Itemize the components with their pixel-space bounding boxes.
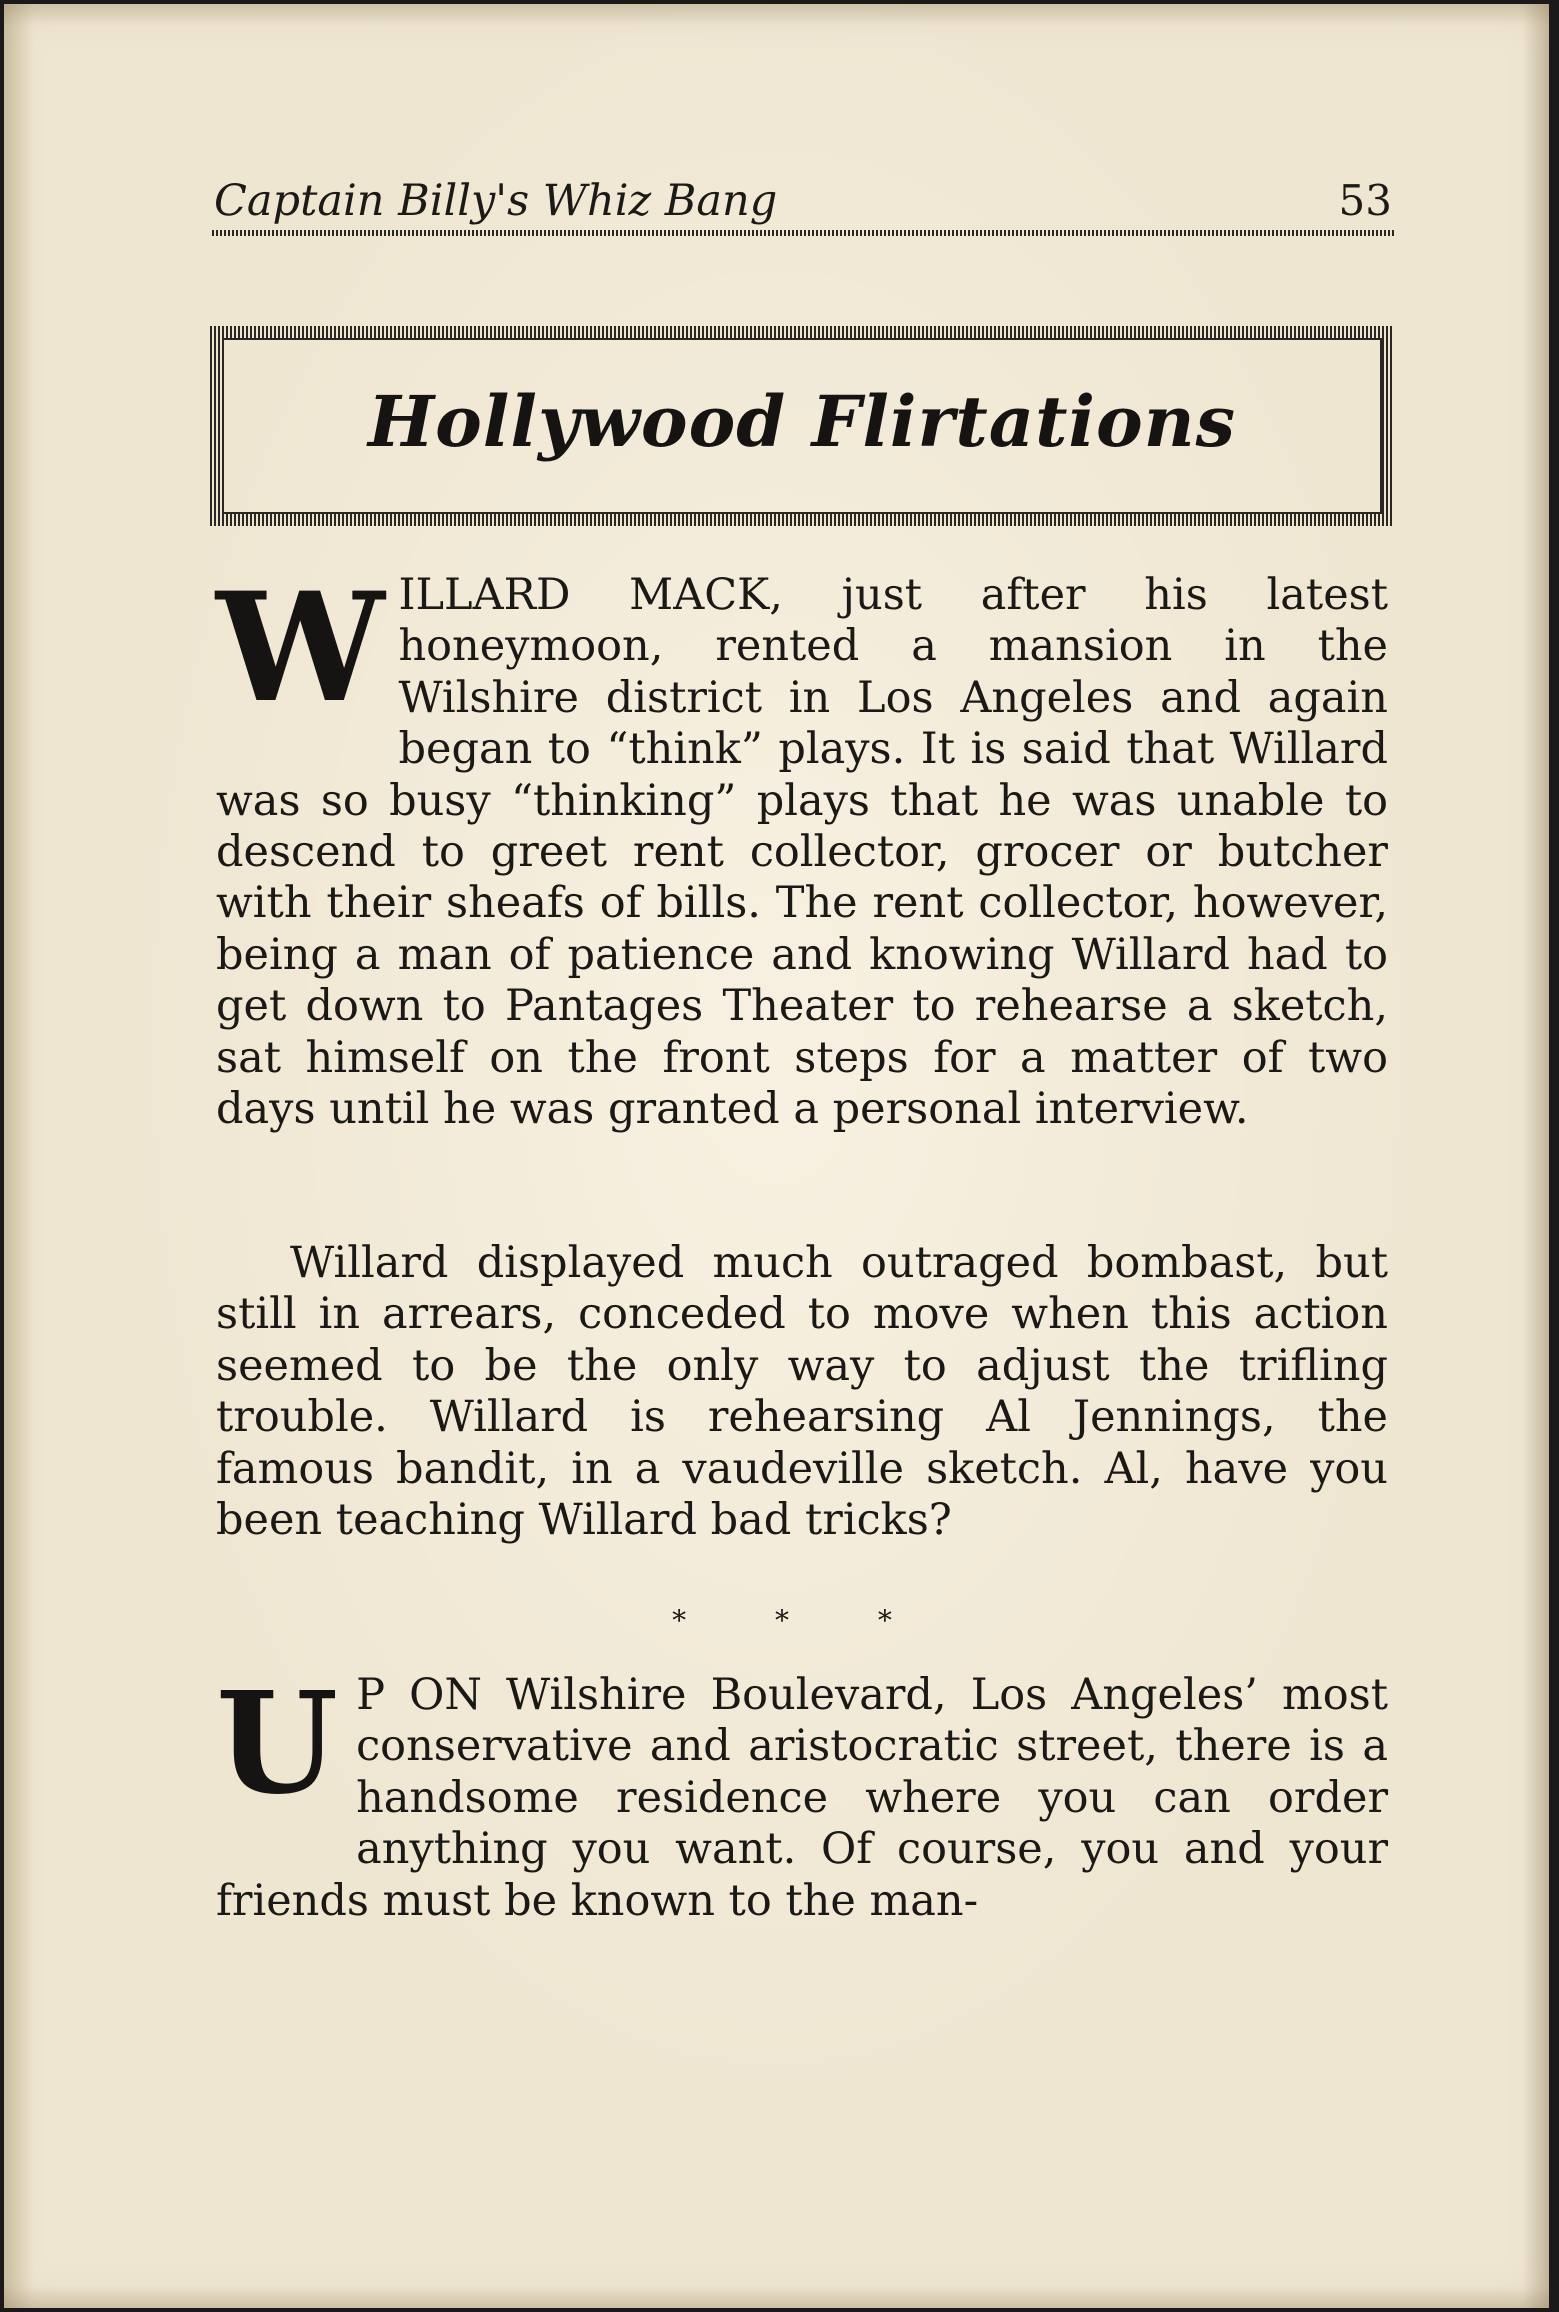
paragraph-1-text: ILLARD MACK, just after his latest honeymoon, rented a mansion in the Wilshire district in Los Angeles and again began to “think” plays. It is said that Willard was so busy “thinking” plays that he was unable to descend to greet rent collector, grocer or butcher with their sheafs of bills. The rent collector, however, being a man of patience and knowing Willard had to get down to Pantages Theater to rehearse a sketch, sat himself on the front steps for a matter of two days until he was granted a personal interview. bbox=[216, 570, 1388, 1135]
article-title-box bbox=[210, 326, 1394, 526]
article-title: Hollywood Flirtations bbox=[367, 380, 1236, 463]
paragraph-2-text: Willard displayed much outraged bombast, but still in arrears, conceded to move when this action seemed to be the only way to adjust the trifling trouble. Willard is rehearsing Al Jennings, the famous bandit, in a vaudeville sketch. Al, have you been teaching Willard bad tricks? bbox=[216, 1238, 1388, 1546]
paragraph-1 bbox=[216, 560, 1388, 1135]
paragraph-3-text: P ON Wilshire Boulevard, Los Angeles’ most conservative and aristocratic street, there is a handsome residence where you can order anything you want. Of course, you and your friends must be known to the man- bbox=[216, 1670, 1388, 1926]
section-separator: * * * bbox=[672, 1604, 932, 1637]
header-rule bbox=[212, 230, 1394, 236]
publication-title: Captain Billy's Whiz Bang bbox=[214, 176, 778, 226]
drop-cap: W bbox=[216, 560, 385, 736]
magazine-page bbox=[4, 4, 1549, 2308]
drop-cap: U bbox=[216, 1662, 339, 1826]
page-number: 53 bbox=[1338, 176, 1392, 225]
running-head bbox=[212, 176, 1392, 236]
paragraph-2 bbox=[216, 1238, 1388, 1546]
paragraph-3 bbox=[216, 1662, 1388, 1927]
